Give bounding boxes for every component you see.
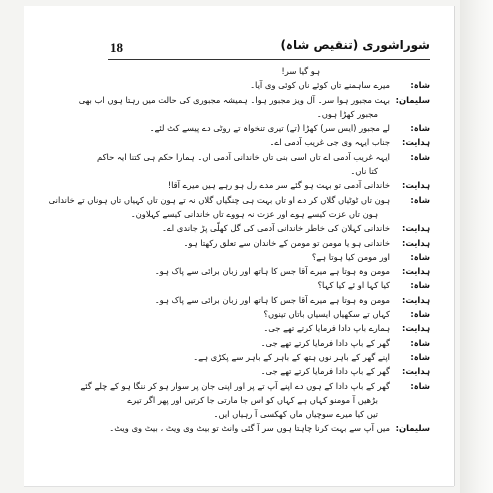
speech-text: گھر کے باپ دادا کے ہوں دے اپنے آپ تے پر اور اپنی جان پر سوار ہو کر ننگا ہو کے چلے گئے [80, 380, 390, 391]
dialogue-line [96, 321, 430, 335]
speaker-name: ہدایت: [402, 223, 430, 234]
speech-text: مومن وہ ہوتا ہے میرے آقا جس کا ہاتھ اور زبان برائی سے پاک ہو۔ [154, 294, 390, 305]
speech-text: مومن وہ ہوتا ہے میرے آقا جس کا ہاتھ اور زبان برائی سے پاک ہو۔ [154, 266, 390, 277]
centered-line: ہو گیا سر! [281, 66, 320, 76]
dialogue-line [96, 250, 430, 264]
speech-text: کہاں تے سکھیاں ایسیاں باتاں تینوں؟ [263, 309, 390, 320]
speech-text: میں آپ سے بہت کرنا چاہتا ہوں سر آ گئی وانٹ تو بیٹ وی ویٹ ، بیٹ وی ویٹ۔ [109, 423, 390, 434]
dialogue-line [96, 236, 430, 250]
header-rule [108, 59, 430, 60]
speaker-name: شاہ: [410, 351, 430, 362]
speaker-name: سلیمان: [395, 94, 430, 105]
dialogue-line [96, 364, 430, 378]
speech-text: لے مجبور (ایس سر) کھڑا (تے) تیری تنخواہ تے روٹی دے پیسے کٹ لئے۔ [149, 123, 390, 134]
speaker-name: شاہ: [410, 380, 430, 391]
dialogue-line [96, 207, 430, 221]
dialogue-line [96, 107, 430, 121]
speech-text: میرے ساہمنے تاں کوئے ناں کوئی وی آیا۔ [250, 80, 390, 91]
speech-text: اپنے گھر کے باہر نوں ہتھ کے باہر کے باہر سے پکڑی ہے۔ [193, 351, 390, 362]
dialogue-line [96, 64, 430, 78]
speech-text: خاندانی کہلان کی خاطر خاندانی آدمی کی گل کھلّی پڑ جاندی اے۔ [161, 223, 390, 234]
speech-text: اور مومن کیا ہوتا ہے؟ [311, 251, 390, 262]
speech-text: کیا کہا او ئے کیا کہا؟ [317, 280, 390, 291]
speaker-name: شاہ: [410, 151, 430, 162]
speech-text: ہون تاں عزت کیسے ہوے اور عزت نہ ہووے تاں خاندانی کیسے کہلاون۔ [130, 208, 378, 219]
page-header [110, 40, 430, 60]
dialogue-line [96, 264, 430, 278]
speech-text: جناب ایہہ وی جی غریب آدمی اے۔ [269, 137, 390, 148]
running-title: شوراشوری (تنقیص شاہ) [280, 38, 430, 52]
speaker-name: شاہ: [410, 80, 430, 91]
dialogue-line [96, 421, 430, 435]
speech-text: بڑھیں آ مومنو کہاں ہے کہاں کو اس جا مارتی جا کرتیں اور پھر اگر تیرے [127, 394, 378, 405]
speech-text: بہت مجبور ہوا سر۔ آل ویز مجبور ہوا۔ ہمیشہ مجبوری کی حالت میں رہتا ہوں اب بھی [78, 94, 390, 105]
speaker-name: ہدایت: [402, 266, 430, 277]
speech-text: مجبور کھڑا ہوں۔ [316, 108, 378, 119]
dialogue-line [96, 135, 430, 149]
speech-text: ہمارے باپ دادا فرمایا کرتے تھے جی۔ [263, 323, 390, 334]
dialogue-line [96, 278, 430, 292]
speaker-name: ہدایت: [402, 137, 430, 148]
dialogue-line [96, 336, 430, 350]
dialogue-line [96, 407, 430, 421]
dialogue-line [96, 164, 430, 178]
page-number: 18 [110, 40, 123, 55]
speaker-name: شاہ: [410, 309, 430, 320]
page-binding-edge [460, 0, 493, 493]
speaker-name: شاہ: [410, 123, 430, 134]
dialogue-line [96, 393, 430, 407]
speaker-name: شاہ: [410, 337, 430, 348]
speaker-name: شاہ: [410, 194, 430, 205]
dialogue-line [96, 293, 430, 307]
dialogue-line [80, 379, 430, 393]
dialogue-line [96, 350, 430, 364]
speaker-name: ہدایت: [402, 294, 430, 305]
dialogue-line [96, 121, 430, 135]
speaker-name: ہدایت: [402, 323, 430, 334]
speaker-name: ہدایت: [402, 237, 430, 248]
speaker-name: ہدایت: [402, 366, 430, 377]
dialogue-line [96, 307, 430, 321]
speaker-name: ہدایت: [402, 180, 430, 191]
dialogue-line [96, 78, 430, 92]
speech-text: خاندانی ہو یا مومن تو مومن کے خاندان سے تعلق رکھتا ہو۔ [183, 237, 390, 248]
dialogue-line [96, 150, 430, 164]
speech-text: ایہہ غریب آدمی اے تاں اسی بنی تاں خاندانی آدمی اں۔ ہمارا حکم ہی کتنا ایہ حاکم [97, 151, 390, 162]
dialogue-line [96, 178, 430, 192]
speaker-name: شاہ: [410, 280, 430, 291]
dialogue-line [78, 93, 430, 107]
speaker-name: سلیمان: [395, 423, 430, 434]
speech-text: گھر کے باپ دادا فرمایا کرتے تھے جی۔ [260, 366, 390, 377]
speech-text: ہون تاں ٹوٹیاں گلاں کر دے او تاں بہت ہی چنگیاں گلاں نہ تے ہون تاں کہیاں تاں ہوناں تے خاندانی [48, 194, 390, 205]
speech-text: خاندانی آدمی تو بہت ہو گئے سر مدے رل ہو رہے ہیں میرے آقا! [167, 180, 390, 191]
speaker-name: شاہ: [410, 251, 430, 262]
dialogue-body [48, 64, 430, 436]
dialogue-line [96, 221, 430, 235]
speech-text: تیں کیا میرے سوچیاں ماں کھکسی آ رہیاں ایں۔ [213, 409, 378, 420]
speech-text: گھر کے باپ دادا فرمایا کرتے تھے جی۔ [260, 337, 390, 348]
speech-text: کتا ناں۔ [350, 166, 378, 177]
dialogue-line [48, 193, 430, 207]
